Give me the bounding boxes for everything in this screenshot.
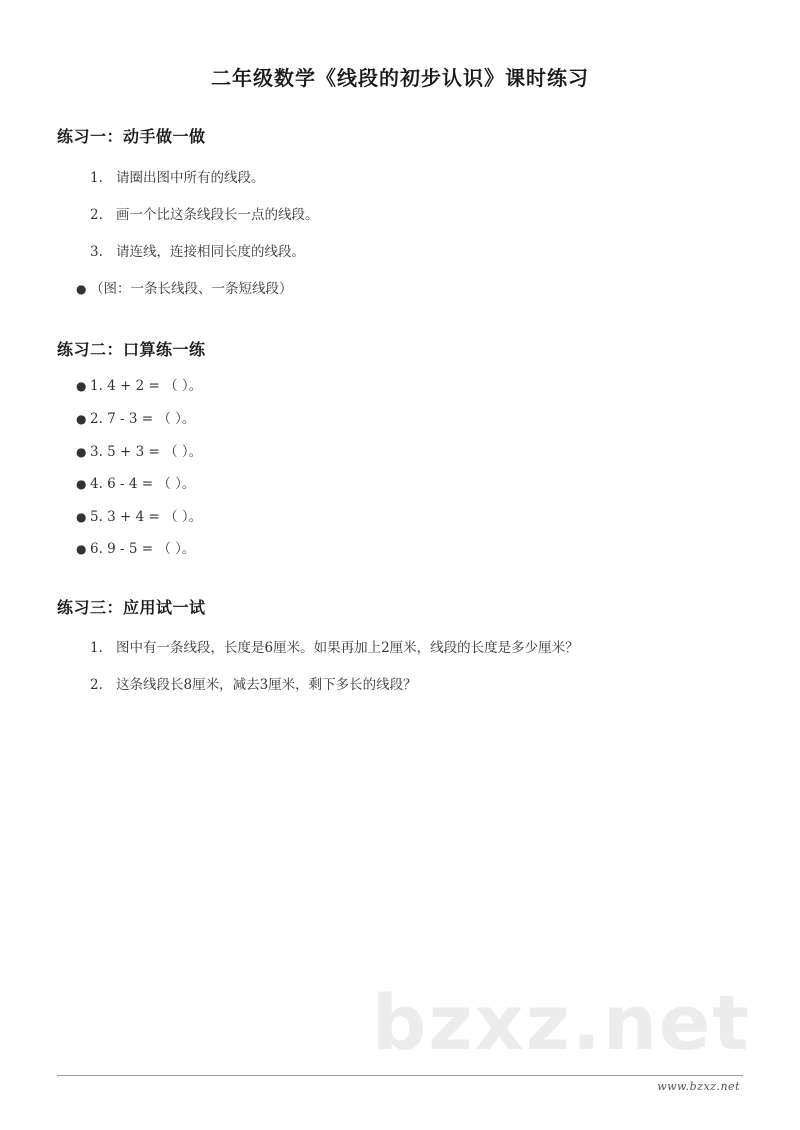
bullet-item bbox=[76, 440, 202, 460]
bullet-dot-icon: ● bbox=[76, 510, 87, 524]
list-item bbox=[90, 166, 265, 186]
bullet-item bbox=[76, 407, 195, 427]
bullet-dot-icon: ● bbox=[76, 445, 87, 459]
section-heading-exercise-3: 练习三：应用试一试 bbox=[57, 598, 206, 617]
list-item bbox=[90, 203, 319, 223]
bullet-item bbox=[76, 537, 195, 557]
item-number: 1. bbox=[90, 640, 103, 656]
item-number: 1. bbox=[90, 170, 103, 186]
watermark: bzxz.net bbox=[372, 978, 751, 1067]
bullet-item bbox=[76, 472, 195, 492]
arithmetic-problem: 4. 6 - 4 = （ ）。 bbox=[90, 476, 196, 492]
item-text: 画一个比这条线段长一点的线段。 bbox=[116, 207, 319, 223]
section-heading-exercise-2: 练习二：口算练一练 bbox=[57, 340, 206, 359]
bullet-dot-icon: ● bbox=[76, 412, 87, 426]
bullet-dot-icon: ● bbox=[76, 379, 87, 393]
bullet-item bbox=[76, 277, 293, 297]
item-number: 2. bbox=[90, 677, 103, 693]
bullet-dot-icon: ● bbox=[76, 282, 87, 296]
item-number: 3. bbox=[90, 244, 103, 260]
item-text: 这条线段长8厘米，减去3厘米，剩下多长的线段？ bbox=[116, 677, 417, 693]
footer-divider bbox=[57, 1075, 743, 1076]
arithmetic-problem: 1. 4 + 2 = （ ）。 bbox=[90, 378, 203, 394]
list-item bbox=[90, 240, 305, 260]
list-item bbox=[90, 636, 579, 656]
item-text: 请圈出图中所有的线段。 bbox=[116, 170, 265, 186]
footer-url: www.bzxz.net bbox=[657, 1080, 740, 1093]
arithmetic-problem: 6. 9 - 5 = （ ）。 bbox=[90, 541, 196, 557]
item-text: 请连线，连接相同长度的线段。 bbox=[116, 244, 305, 260]
item-text: 图中有一条线段，长度是6厘米。如果再加上2厘米，线段的长度是多少厘米？ bbox=[116, 640, 579, 656]
bullet-item bbox=[76, 374, 202, 394]
section-heading-exercise-1: 练习一：动手做一做 bbox=[57, 127, 206, 146]
list-item bbox=[90, 673, 417, 693]
page-title: 二年级数学《线段的初步认识》课时练习 bbox=[211, 66, 589, 90]
bullet-item bbox=[76, 505, 202, 525]
arithmetic-problem: 3. 5 + 3 = （ ）。 bbox=[90, 444, 203, 460]
arithmetic-problem: 5. 3 + 4 = （ ）。 bbox=[90, 509, 203, 525]
arithmetic-problem: 2. 7 - 3 = （ ）。 bbox=[90, 411, 196, 427]
bullet-dot-icon: ● bbox=[76, 477, 87, 491]
bullet-dot-icon: ● bbox=[76, 542, 87, 556]
item-number: 2. bbox=[90, 207, 103, 223]
bullet-text: （图：一条长线段、一条短线段） bbox=[90, 281, 293, 297]
